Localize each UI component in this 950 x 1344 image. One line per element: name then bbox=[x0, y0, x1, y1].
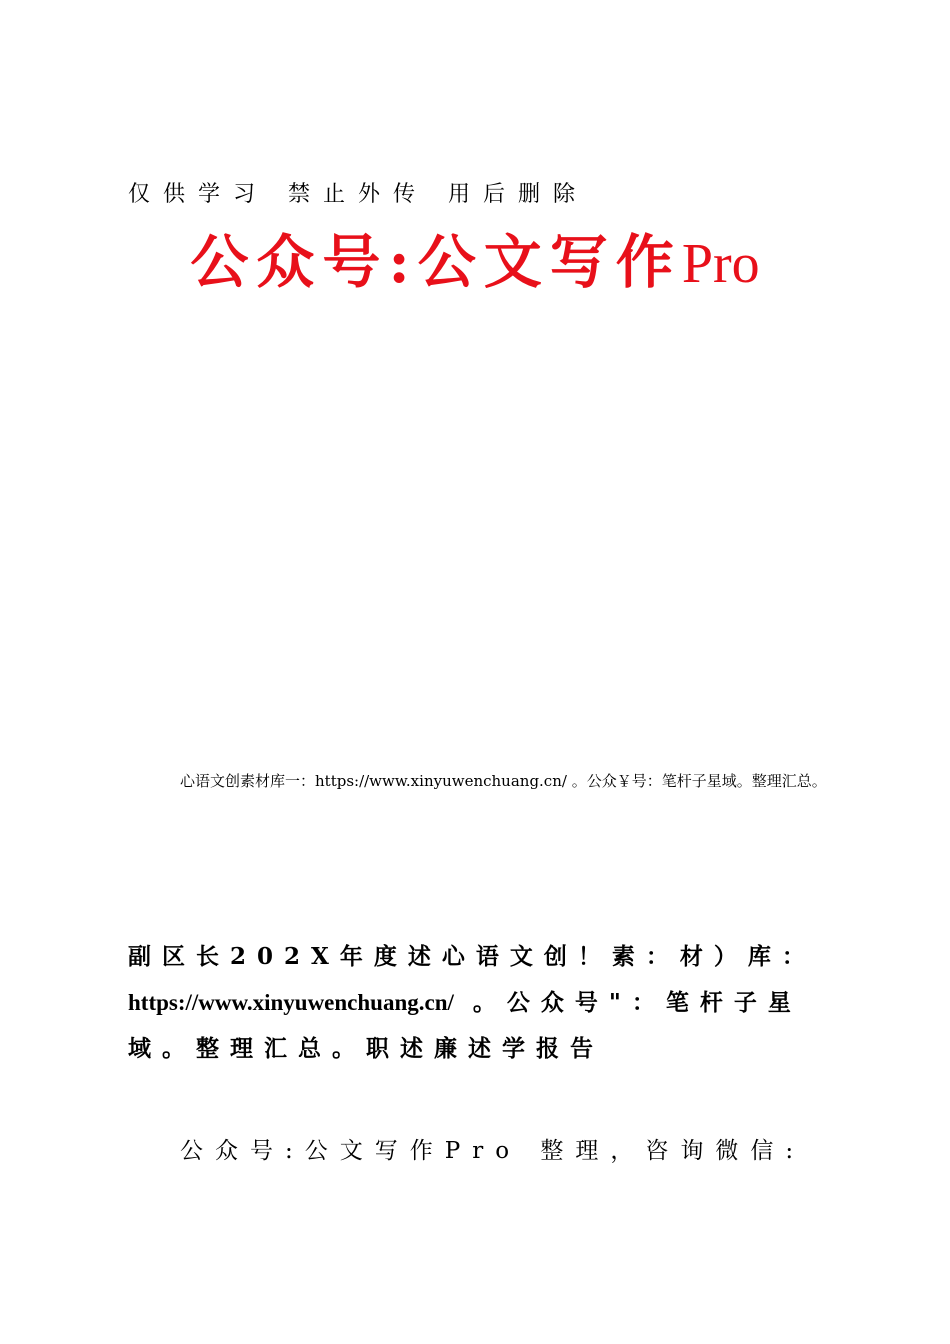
brand-title-latin: Pro bbox=[681, 233, 760, 295]
contact-line: 公众号:公文写作Pro 整理，咨询微信: bbox=[180, 1138, 806, 1164]
document-title bbox=[128, 934, 828, 1072]
brand-title-cjk: 公众号:公文写作 bbox=[190, 228, 682, 296]
document-title-part2: 。公众号"：笔杆子星域。整理汇总。职述廉述学报告 bbox=[128, 989, 802, 1062]
source-note: 心语文创素材库一：https://www.xinyuwenchuang.cn/ 。公众￥号：笔杆子星域。整理汇总。 bbox=[180, 772, 827, 790]
brand-title bbox=[0, 222, 950, 317]
usage-notice: 仅供学习 禁止外传 用后删除 bbox=[128, 182, 588, 207]
document-title-url: https://www.xinyuwenchuang.cn/ bbox=[128, 990, 454, 1015]
document-title-part1: 副区长202X年度述心语文创！素：材）库： bbox=[128, 943, 816, 970]
